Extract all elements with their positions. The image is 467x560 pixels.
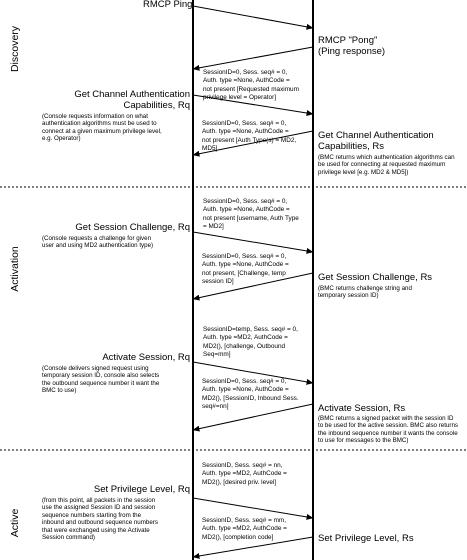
get-channel-auth-rs-note: (BMC returns which authentication algorithms can be used for connecting at requested maximum privilege level [e.g. MD2 & MD5]) — [318, 154, 455, 176]
activate-session-rq-label: Activate Session, Rq — [102, 352, 190, 363]
get-channel-auth-rs-label: Get Channel Authentication Capabilities, Rs — [318, 130, 434, 152]
get-channel-auth-rq-label: Get Channel Authentication Capabilities, Rq — [74, 89, 190, 111]
activate-session-rq-note: (Console delivers signed request using temporary session ID, console also selects the outbound sequence number it want the BMC to use) — [42, 365, 160, 395]
activate-session-rq-message: SessionID=temp, Sess. seq# = 0, Auth. type =MD2, AuthCode = MD2(), [challenge, Outbound Seq=mm] — [203, 326, 298, 359]
activate-session-rs-note: (BMC returns a signed packet with the session ID to be used for the active session. BMC also returns the inbound sequence number it wants the console to use for messages to the BMC) — [318, 415, 458, 445]
phase-label-active: Active — [9, 508, 21, 538]
activate-session-rs-label: Activate Session, Rs — [318, 403, 406, 414]
set-privilege-rq-note: (from this point, all packets in the session use the assigned Session ID and session sequence numbers starting from the inbound and outbound sequence numbers that were exchanged using the Activate Session command) — [42, 497, 158, 542]
set-privilege-rq-message: SessionID, Sess. seq# = nn, Auth. type =MD2, AuthCode = MD2(), [desired priv. level] — [202, 462, 287, 486]
get-session-challenge-rs-label: Get Session Challenge, Rs — [318, 272, 433, 283]
phase-label-activation: Activation — [9, 246, 21, 292]
get-channel-auth-rq-message: SessionID=0, Sess. seq# = 0, Auth. type =None, AuthCode = not present [Requested maximum privilege level = Operator] — [203, 69, 299, 102]
arrow-rmcp-ping — [193, 6, 313, 28]
arrow-rmcp-pong — [193, 47, 313, 69]
get-channel-auth-rs-message: SessionID=0, Sess. seq# = 0, Auth. type =None, AuthCode = not present [Auth Type(s) = MD2, MD5] — [202, 120, 297, 153]
arrow-get-session-challenge-rq — [193, 232, 313, 252]
set-privilege-rs-label: Set Privilege Level, Rs — [318, 533, 414, 544]
set-privilege-rs-message: SessionID, Sess. seq# = mm, Auth. type =MD2, AuthCode = MD2(), [completion code] — [202, 517, 287, 541]
activate-session-rs-message: SessionID=0, Sess. seq# = 0, Auth. type =None, AuthCode = MD2(), [SessionID, Inbound Sess. seq#=nn] — [202, 378, 299, 411]
get-session-challenge-rs-note: (BMC returns challenge string and temporary session ID) — [318, 285, 412, 300]
arrow-set-privilege-rq — [193, 498, 313, 518]
phase-label-discovery: Discovery — [9, 25, 21, 73]
get-session-challenge-rq-note: (Console requests a challenge for given user and using MD2 authentication type) — [42, 235, 154, 250]
get-session-challenge-rq-message: SessionID=0, Sess. seq# = 0, Auth. type =None, AuthCode = not present [username, Auth Type = MD2] — [203, 198, 299, 231]
get-channel-auth-rq-note: (Console requests information on what authentication algorithms must be used to connect at a given maximum privilege level, e.g. Operator) — [42, 113, 162, 143]
rmcp-pong-label: RMCP "Pong" (Ping response) — [318, 35, 386, 57]
get-session-challenge-rs-message: SessionID=0, Sess. seq# = 0, Auth. type =None, AuthCode = not present, [Challenge, temp session ID] — [202, 253, 289, 286]
get-session-challenge-rq-label: Get Session Challenge, Rq — [75, 222, 190, 233]
set-privilege-rq-label: Set Privilege Level, Rq — [93, 484, 190, 495]
rmcp-ping-label: RMCP Ping — [143, 0, 193, 10]
